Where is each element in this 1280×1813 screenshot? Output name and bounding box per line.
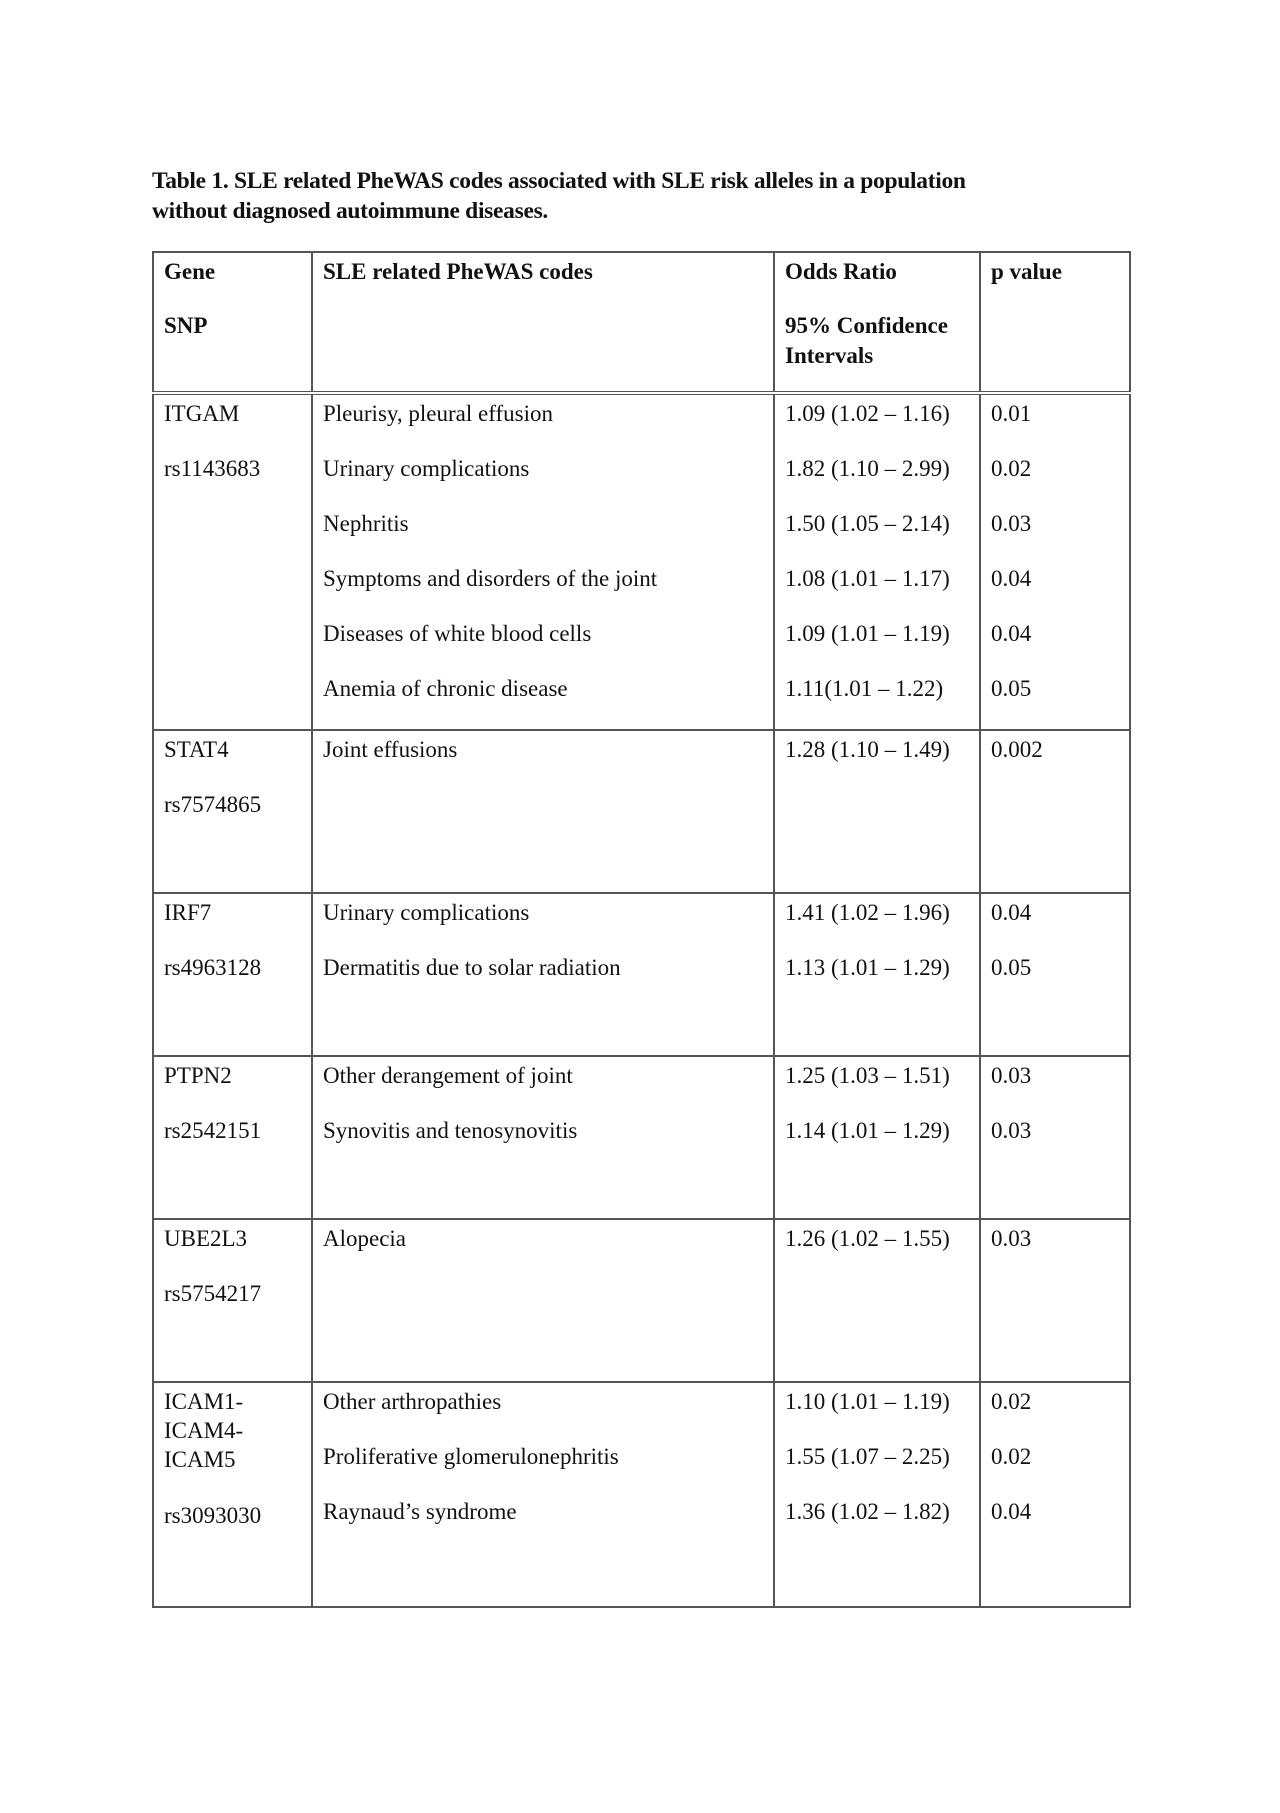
gene-name: STAT4 [164,737,229,762]
header-gene: Gene [164,259,216,284]
odds-ratio: 1.55 (1.07 – 2.25) [785,1444,950,1469]
caption-line-2: without diagnosed autoimmune diseases. [152,198,548,224]
p-value: 0.01 [991,401,1032,426]
codes-cell [312,893,774,1056]
phewas-code: Urinary complications [323,900,530,925]
odds-ratio: 1.28 (1.10 – 1.49) [785,737,950,762]
phewas-code: Dermatitis due to solar radiation [323,955,621,980]
odds-ratio: 1.26 (1.02 – 1.55) [785,1226,950,1251]
phewas-code: Urinary complications [323,456,530,481]
gene-cell [153,1382,312,1607]
gene-name: PTPN2 [164,1063,232,1088]
p-value: 0.02 [991,456,1032,481]
table-row-icam [153,1382,1130,1607]
header-codes-cell [312,252,774,393]
p-value: 0.02 [991,1389,1032,1414]
header-ci-line-2: Intervals [785,343,874,368]
phewas-code: Other arthropathies [323,1389,502,1414]
snp-id: rs2542151 [164,1118,262,1143]
p-cell [980,1056,1130,1219]
p-value: 0.03 [991,1118,1032,1143]
p-value: 0.002 [991,737,1043,762]
p-value: 0.03 [991,511,1032,536]
header-odds-cell [774,252,980,393]
table-row-ube2l3 [153,1219,1130,1382]
table-row-irf7 [153,893,1130,1056]
gene-name: ICAM5 [164,1447,236,1472]
odds-cell [774,730,980,893]
gene-cell [153,893,312,1056]
gene-name: ICAM1- [164,1389,244,1414]
p-value: 0.04 [991,900,1032,925]
p-cell [980,893,1130,1056]
odds-cell [774,393,980,730]
gene-cell [153,730,312,893]
caption-line-1: Table 1. SLE related PheWAS codes associated with SLE risk alleles in a population [152,168,966,194]
phewas-code: Diseases of white blood cells [323,621,592,646]
table-caption [152,166,1132,226]
phewas-code: Synovitis and tenosynovitis [323,1118,578,1143]
snp-id: rs3093030 [164,1503,262,1528]
header-p-cell [980,252,1130,393]
phewas-code: Alopecia [323,1226,407,1251]
snp-id: rs7574865 [164,792,262,817]
odds-cell [774,1382,980,1607]
results-table [152,251,1131,1608]
gene-cell [153,1219,312,1382]
p-value: 0.04 [991,621,1032,646]
table-row-ptpn2 [153,1056,1130,1219]
gene-name: UBE2L3 [164,1226,248,1251]
p-cell [980,1382,1130,1607]
phewas-code: Anemia of chronic disease [323,676,568,701]
codes-cell [312,1219,774,1382]
odds-ratio: 1.10 (1.01 – 1.19) [785,1389,950,1414]
codes-cell [312,1382,774,1607]
codes-cell [312,1056,774,1219]
phewas-code: Symptoms and disorders of the joint [323,566,658,591]
p-value: 0.03 [991,1226,1032,1251]
odds-ratio: 1.11(1.01 – 1.22) [785,676,944,701]
header-codes: SLE related PheWAS codes [323,259,593,284]
p-value: 0.04 [991,566,1032,591]
snp-id: rs5754217 [164,1281,262,1306]
header-ci-line-1: 95% Confidence [785,313,948,338]
snp-id: rs1143683 [164,456,261,481]
gene-name: IRF7 [164,900,212,925]
odds-ratio: 1.08 (1.01 – 1.17) [785,566,950,591]
p-value: 0.05 [991,955,1032,980]
phewas-code: Pleurisy, pleural effusion [323,401,553,426]
odds-ratio: 1.25 (1.03 – 1.51) [785,1063,950,1088]
phewas-code: Other derangement of joint [323,1063,573,1088]
odds-cell [774,893,980,1056]
odds-ratio: 1.50 (1.05 – 2.14) [785,511,950,536]
phewas-code: Nephritis [323,511,409,536]
phewas-code: Proliferative glomerulonephritis [323,1444,619,1469]
phewas-code: Joint effusions [323,737,458,762]
gene-name: ITGAM [164,401,240,426]
header-gene-snp [153,252,312,393]
snp-id: rs4963128 [164,955,262,980]
p-cell [980,393,1130,730]
p-cell [980,1219,1130,1382]
odds-ratio: 1.09 (1.02 – 1.16) [785,401,950,426]
p-value: 0.04 [991,1499,1032,1524]
table-row-itgam [153,393,1130,730]
odds-cell [774,1219,980,1382]
gene-name: ICAM4- [164,1418,244,1443]
codes-cell [312,393,774,730]
odds-cell [774,1056,980,1219]
p-value: 0.05 [991,676,1032,701]
odds-ratio: 1.41 (1.02 – 1.96) [785,900,950,925]
header-odds-ratio: Odds Ratio [785,259,897,284]
codes-cell [312,730,774,893]
odds-ratio: 1.82 (1.10 – 2.99) [785,456,950,481]
table-header-row [153,252,1130,393]
gene-cell [153,1056,312,1219]
p-cell [980,730,1130,893]
table-row-stat4 [153,730,1130,893]
header-snp: SNP [164,313,208,338]
odds-ratio: 1.13 (1.01 – 1.29) [785,955,950,980]
p-value: 0.03 [991,1063,1032,1088]
gene-cell [153,393,312,730]
p-value: 0.02 [991,1444,1032,1469]
header-p-value: p value [991,259,1062,284]
odds-ratio: 1.14 (1.01 – 1.29) [785,1118,950,1143]
phewas-code: Raynaud’s syndrome [323,1499,517,1524]
odds-ratio: 1.09 (1.01 – 1.19) [785,621,950,646]
odds-ratio: 1.36 (1.02 – 1.82) [785,1499,950,1524]
